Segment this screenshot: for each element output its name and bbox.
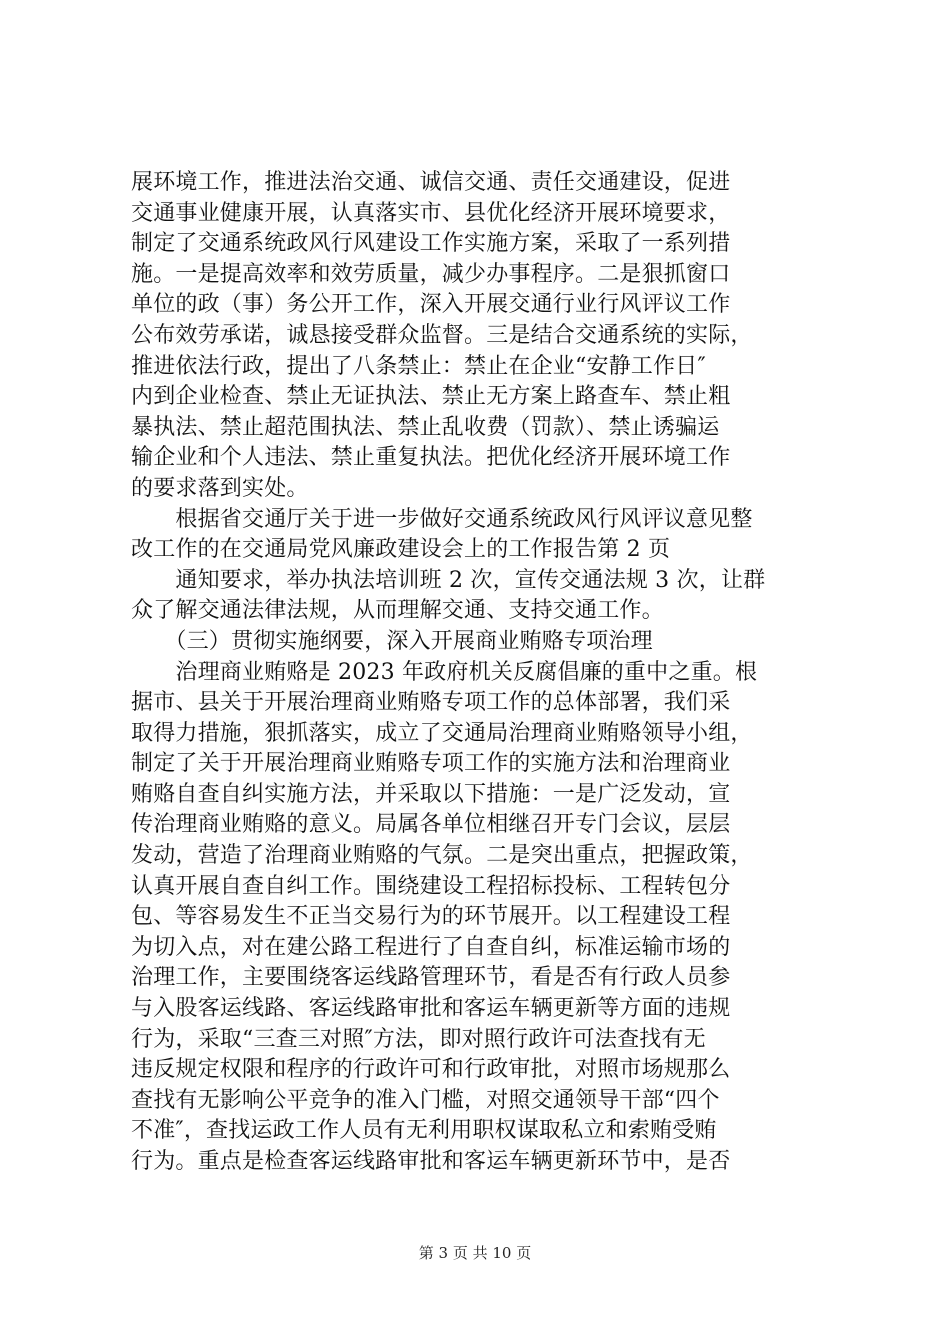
body-line: 不准″，查找运政工作人员有无利用职权谋取私立和索贿受贿 [131, 1118, 717, 1144]
body-line: 展环境工作，推进法治交通、诚信交通、责任交通建设，促进 [131, 170, 731, 195]
body-line: 取得力措施，狠抓落实，成立了交通局治理商业贿赂领导小组， [131, 720, 753, 746]
body-line: 贿赂自查自纠实施方法，并采取以下措施：一是广泛发动，宣 [131, 781, 731, 807]
page-footer [0, 1243, 950, 1263]
body-line: 发动，营造了治理商业贿赂的气氛。二是突出重点，把握政策， [131, 843, 753, 869]
body-line: 治理商业贿赂是 2023 年政府机关反腐倡廉的重中之重。根 [131, 659, 758, 685]
body-line: 制定了关于开展治理商业贿赂专项工作的实施方法和治理商业 [131, 751, 731, 777]
body-line: 行为，采取“三查三对照″方法，即对照行政许可法查找有无 [131, 1026, 706, 1052]
body-line: 与入股客运线路、客运线路审批和客运车辆更新等方面的违规 [131, 996, 731, 1022]
body-line: 的要求落到实处。 [131, 475, 309, 501]
body-line: 单位的政（事）务公开工作，深入开展交通行业行风评议工作 [131, 292, 731, 318]
body-line: 查找有无影响公平竞争的准入门槛，对照交通领导干部“四个 [131, 1087, 720, 1113]
body-line: 交通事业健康开展，认真落实市、县优化经济开展环境要求， [131, 200, 731, 226]
body-line: 根据省交通厅关于进一步做好交通系统政风行风评议意见整 [131, 506, 753, 532]
body-line: 施。一是提高效率和效劳质量，减少办事程序。二是狠抓窗口 [131, 261, 731, 287]
body-line: 公布效劳承诺，诚恳接受群众监督。三是结合交通系统的实际， [131, 322, 753, 348]
body-line: 改工作的在交通局党风廉政建设会上的工作报告第 2 页 [131, 537, 671, 563]
body-line: 输企业和个人违法、禁止重复执法。把优化经济开展环境工作 [131, 445, 731, 471]
body-line: 暴执法、禁止超范围执法、禁止乱收费（罚款）、禁止诱骗运 [131, 414, 720, 440]
body-line: 行为。重点是检查客运线路审批和客运车辆更新环节中，是否 [131, 1149, 731, 1174]
body-line: 为切入点，对在建公路工程进行了自查自纠，标准运输市场的 [131, 934, 731, 960]
body-line: 治理工作，主要围绕客运线路管理环节，看是否有行政人员参 [131, 965, 731, 991]
body-line: 包、等容易发生不正当交易行为的环节展开。以工程建设工程 [131, 904, 731, 930]
body-line: 通知要求，举办执法培训班 2 次，宣传交通法规 3 次，让群 [131, 567, 766, 593]
body-line: 内到企业检查、禁止无证执法、禁止无方案上路查车、禁止粗 [131, 384, 731, 410]
body-line: 违反规定权限和程序的行政许可和行政审批，对照市场规那么 [131, 1057, 731, 1083]
section-heading: （三）贯彻实施纲要，深入开展商业贿赂专项治理 [131, 628, 653, 654]
body-line: 传治理商业贿赂的意义。局属各单位相继召开专门会议，层层 [131, 812, 731, 838]
body-line: 制定了交通系统政风行风建设工作实施方案，采取了一系列措 [131, 231, 731, 257]
page-number: 第 3 页 共 10 页 [418, 1244, 532, 1262]
document-body [131, 168, 831, 1178]
body-line: 认真开展自查自纠工作。围绕建设工程招标投标、工程转包分 [131, 873, 731, 899]
body-line: 推进依法行政，提出了八条禁止：禁止在企业“安静工作日″ [131, 353, 706, 379]
body-line: 据市、县关于开展治理商业贿赂专项工作的总体部署，我们采 [131, 690, 731, 716]
body-line: 众了解交通法律法规，从而理解交通、支持交通工作。 [131, 598, 664, 624]
